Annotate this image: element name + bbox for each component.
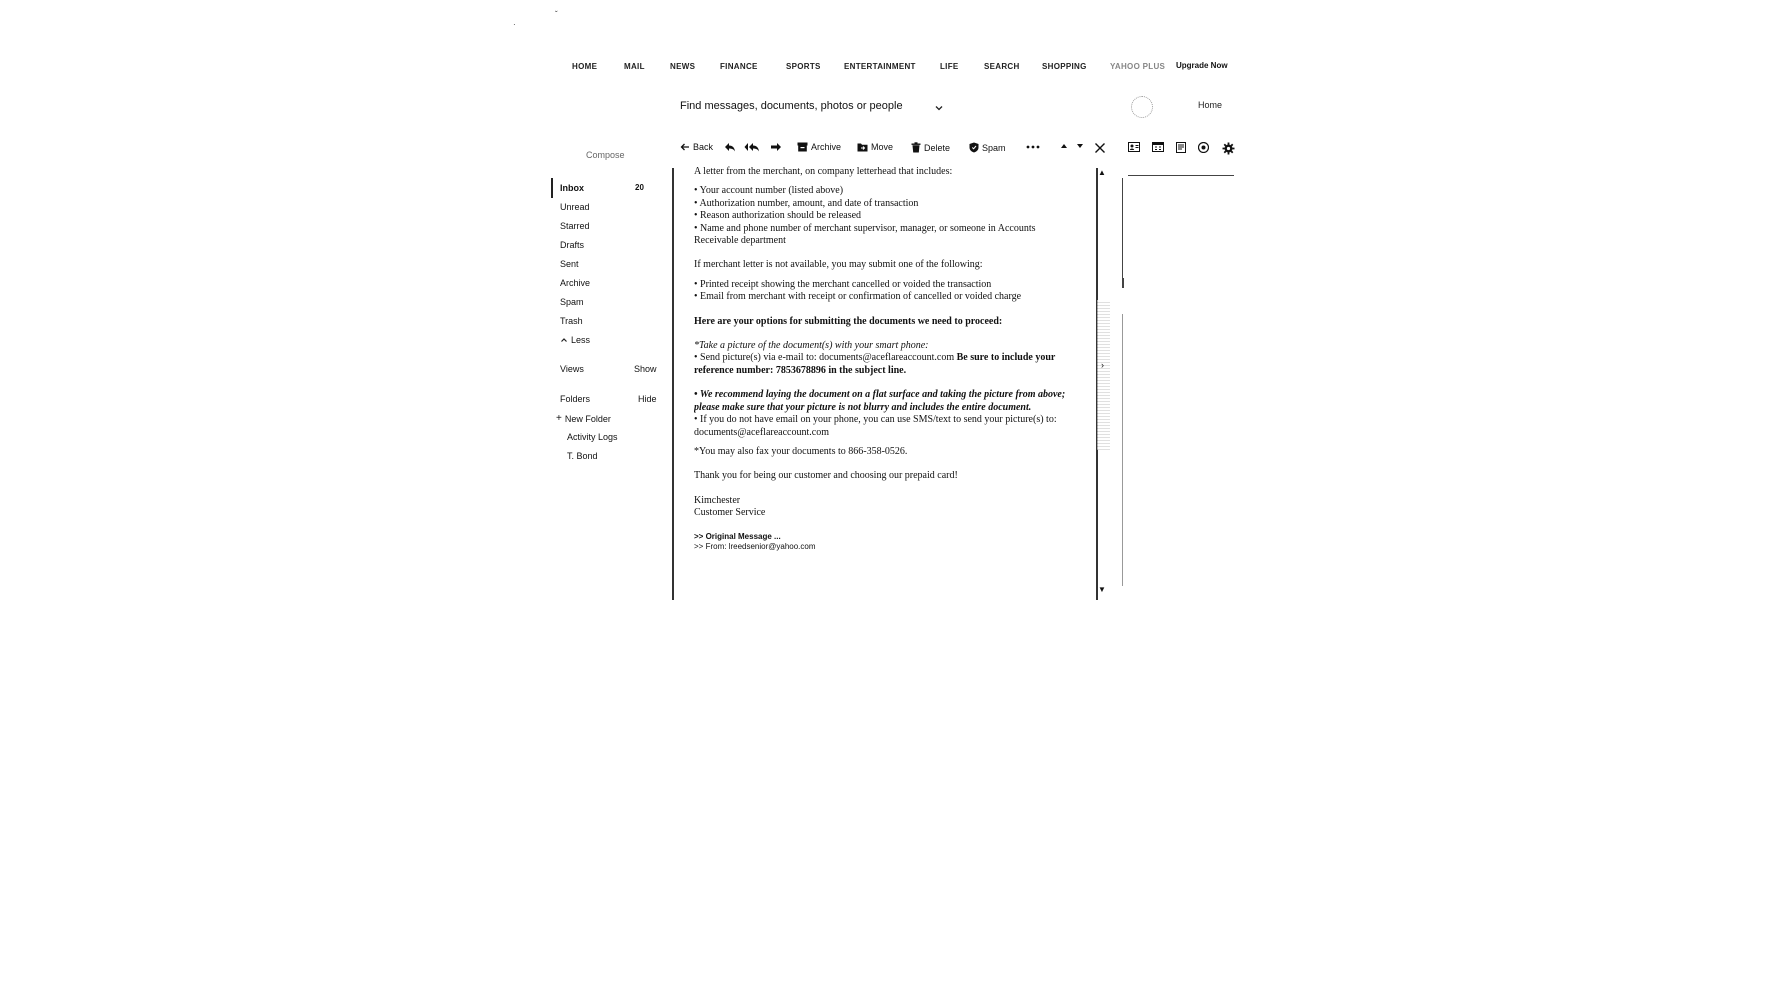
message-list-item: • Your account number (listed above) [694, 185, 844, 197]
move-folder-icon [857, 142, 868, 152]
nav-search[interactable]: SEARCH [984, 62, 1020, 71]
scrollbar-track[interactable] [1097, 300, 1110, 450]
delete-label: Delete [924, 142, 951, 153]
archive-button[interactable] [797, 142, 841, 152]
message-list-item: • Email from merchant with receipt or confirmation of cancelled or voided charge [694, 291, 1022, 303]
message-paragraph: If merchant letter is not available, you may submit one of the following: [694, 259, 983, 271]
forward-button[interactable] [770, 142, 782, 152]
message-subheading: *Take a picture of the document(s) with your smart phone: [694, 340, 929, 352]
close-button[interactable] [1094, 142, 1106, 154]
trash-icon [911, 142, 921, 153]
original-message-header: >> Original Message ... [694, 531, 781, 541]
archive-icon [797, 142, 808, 152]
sidebar-item-sent[interactable]: Sent [560, 259, 579, 269]
less-label: Less [571, 335, 591, 345]
nav-life[interactable]: LIFE [940, 62, 959, 71]
back-button[interactable] [680, 142, 713, 152]
help-button[interactable] [1198, 142, 1209, 153]
signature-name: Kimchester [694, 494, 741, 506]
settings-button[interactable] [1222, 142, 1235, 155]
right-panel-border [1122, 314, 1123, 586]
sidebar-item-drafts[interactable]: Drafts [560, 240, 585, 250]
sidebar-item-spam[interactable]: Spam [560, 297, 584, 307]
calendar-icon [1152, 142, 1164, 152]
sidebar-item-inbox[interactable]: Inbox [560, 183, 584, 193]
chevron-up-icon [560, 336, 568, 344]
delete-button[interactable] [911, 142, 950, 153]
reply-all-button[interactable] [744, 142, 760, 152]
move-button[interactable] [857, 142, 893, 152]
views-heading: Views [560, 364, 584, 374]
message-list-item: • Name and phone number of merchant supervisor, manager, or someone in Accounts Receivable department [694, 222, 1036, 247]
sidebar-item-unread[interactable]: Unread [560, 202, 590, 212]
nav-mail[interactable]: MAIL [624, 62, 645, 71]
message-pane-border [672, 168, 674, 600]
arrow-left-icon [680, 142, 690, 152]
notepad-icon [1176, 142, 1186, 153]
chevron-right-icon[interactable]: › [1101, 360, 1104, 370]
caret-up-icon [1060, 142, 1068, 150]
reply-icon [724, 142, 736, 152]
message-body [694, 166, 1080, 598]
new-folder-label: New Folder [564, 413, 611, 424]
nav-finance[interactable]: FINANCE [720, 62, 758, 71]
nav-shopping[interactable]: SHOPPING [1042, 62, 1087, 71]
nav-sports[interactable]: SPORTS [786, 62, 821, 71]
sidebar-item-archive[interactable]: Archive [560, 278, 591, 288]
reply-button[interactable] [724, 142, 736, 152]
signature-department: Customer Service [694, 507, 766, 519]
spam-label: Spam [982, 142, 1006, 153]
scroll-up-arrow-icon[interactable]: ▲ [1098, 168, 1106, 177]
message-list-item: • Printed receipt showing the merchant cancelled or voided the transaction [694, 278, 992, 290]
shield-icon [969, 142, 979, 153]
original-message-from: >> From: lreedsenior@yahoo.com [694, 541, 816, 551]
message-paragraph [694, 352, 1080, 377]
scan-mark: ˇ [555, 10, 558, 19]
nav-news[interactable]: NEWS [670, 62, 696, 71]
folders-heading: Folders [560, 394, 591, 404]
scroll-down-arrow-icon[interactable]: ▼ [1098, 585, 1106, 594]
folder-t-bond[interactable]: T. Bond [567, 451, 598, 461]
back-label: Back [693, 142, 714, 152]
reference-instruction: Be sure to include your reference number: 7853678896 in the subject line. [694, 352, 1056, 376]
contacts-button[interactable] [1128, 142, 1140, 152]
forward-icon [770, 142, 782, 152]
right-panel-handle[interactable] [1122, 278, 1124, 288]
nav-entertainment[interactable]: ENTERTAINMENT [844, 62, 916, 71]
move-label: Move [871, 142, 894, 152]
more-button[interactable] [1026, 142, 1040, 152]
selected-indicator [551, 178, 553, 198]
upgrade-link[interactable]: Upgrade Now [1176, 61, 1228, 70]
message-paragraph: A letter from the merchant, on company letterhead that includes: [694, 166, 953, 177]
help-circle-icon [1198, 142, 1209, 153]
views-show-toggle[interactable]: Show [634, 364, 657, 374]
right-panel-divider [1128, 175, 1234, 176]
calendar-button[interactable] [1152, 142, 1164, 152]
new-folder-button[interactable] [556, 413, 611, 424]
message-paragraph: *You may also fax your documents to 866-358-0526. [694, 445, 908, 457]
chevron-down-icon[interactable] [934, 100, 944, 110]
caret-down-icon [1076, 142, 1084, 150]
folder-activity-logs[interactable]: Activity Logs [567, 432, 618, 442]
message-list-item: • Reason authorization should be released [694, 210, 862, 222]
plus-icon: + [556, 413, 562, 424]
reply-all-icon [744, 142, 760, 152]
scan-mark: · [513, 20, 516, 29]
spam-button[interactable] [969, 142, 1006, 153]
compose-button[interactable]: Compose [586, 150, 625, 160]
sidebar-item-trash[interactable]: Trash [560, 316, 583, 326]
gear-icon [1222, 142, 1235, 155]
notepad-button[interactable] [1176, 142, 1186, 153]
folders-hide-toggle[interactable]: Hide [638, 394, 657, 404]
contact-card-icon [1128, 142, 1140, 152]
next-message-button[interactable] [1076, 142, 1084, 150]
home-link[interactable]: Home [1198, 100, 1223, 110]
archive-label: Archive [811, 142, 842, 152]
message-paragraph: • If you do not have email on your phone, you can use SMS/text to send your picture(s) to: documents@aceflareaccount.com [694, 414, 1057, 438]
search-input[interactable]: Find messages, documents, photos or people [680, 100, 903, 112]
message-paragraph: Thank you for being our customer and choosing our prepaid card! [694, 470, 958, 482]
message-heading: Here are your options for submitting the documents we need to proceed: [694, 315, 1003, 327]
message-list-item: • Authorization number, amount, and date of transaction [694, 197, 919, 209]
less-toggle[interactable] [560, 335, 590, 345]
avatar[interactable] [1131, 96, 1153, 118]
nav-yahoo-plus[interactable]: YAHOO PLUS [1110, 62, 1166, 71]
email-instruction: • Send picture(s) via e-mail to: documents@aceflareaccount.com [694, 352, 955, 364]
close-icon [1094, 142, 1106, 154]
more-icon [1026, 142, 1040, 152]
right-panel-border [1122, 178, 1123, 278]
nav-home[interactable]: HOME [572, 62, 598, 71]
sidebar-item-starred[interactable]: Starred [560, 221, 590, 231]
message-paragraph: • We recommend laying the document on a flat surface and taking the picture from above; please make sure that your picture is not blurry and includes the entire document. [694, 389, 1066, 413]
previous-message-button[interactable] [1060, 142, 1068, 150]
inbox-count-badge: 20 [635, 183, 644, 192]
